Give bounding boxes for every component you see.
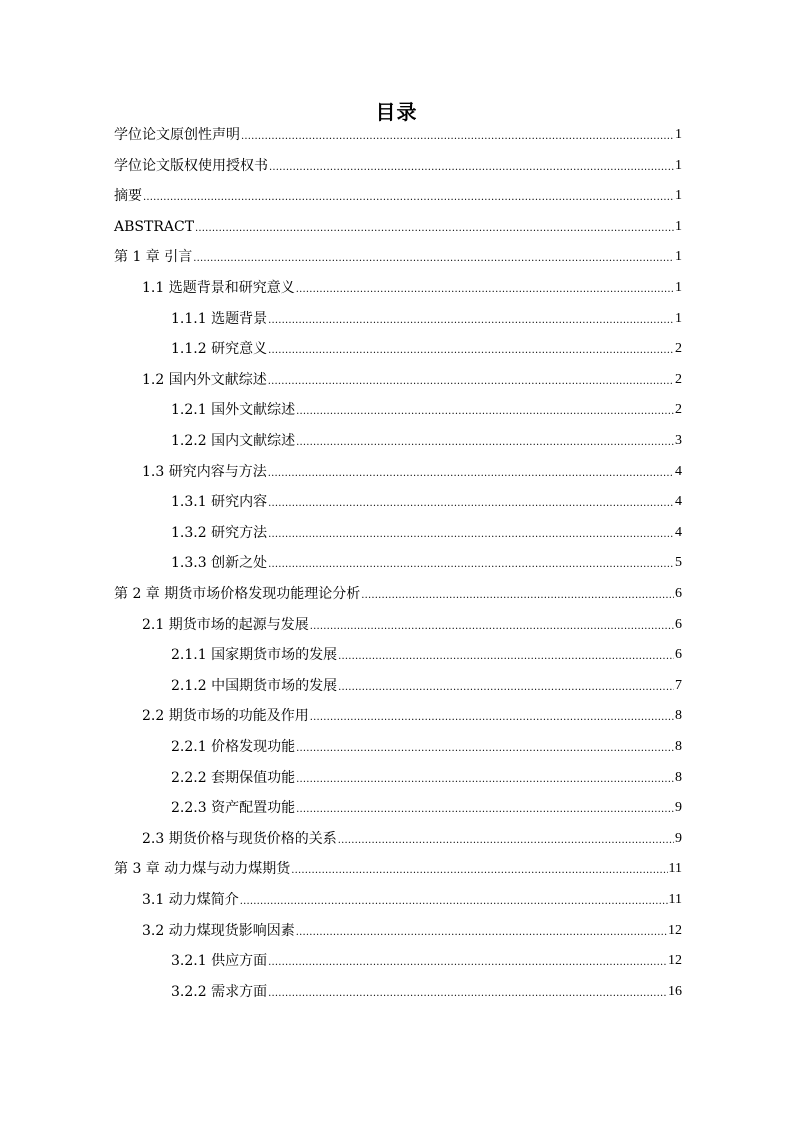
toc-entry-label: 3.2.1 供应方面 [171,953,268,970]
toc-entry-page-number: 9 [675,830,682,846]
toc-dot-leader [241,126,674,144]
toc-dot-leader [296,799,674,817]
toc-entry-label: 1.3.3 创新之处 [171,555,268,572]
toc-entry-page-number: 2 [675,341,682,357]
toc-entry-label: 1.1.1 选题背景 [171,310,268,327]
toc-entry-label: ABSTRACT [114,218,195,235]
toc-entry-label: 2.2.3 资产配置功能 [171,800,296,817]
toc-entry[interactable] [142,703,682,725]
toc-entry-label: 1.3.1 研究内容 [171,494,268,511]
toc-entry-label: 第 1 章 引言 [114,249,193,266]
toc-dot-leader [296,432,674,450]
toc-entry-label: 2.1.1 国家期货市场的发展 [171,647,338,664]
toc-entry[interactable] [171,734,682,756]
toc-entry-label: 1.1 选题背景和研究意义 [142,280,295,296]
toc-entry[interactable] [142,612,682,634]
toc-entry[interactable] [171,520,682,542]
toc-title: 目录 [375,100,418,124]
toc-entry[interactable] [171,979,682,1001]
toc-entry[interactable] [114,214,682,236]
toc-entry[interactable] [142,367,682,389]
toc-dot-leader [338,830,674,848]
toc-dot-leader [193,248,674,266]
toc-entry-label: 摘要 [114,188,142,205]
toc-entry-page-number: 4 [675,494,682,510]
toc-entry[interactable] [114,244,682,266]
toc-entry-page-number: 1 [675,310,682,326]
toc-entry-label: 第 2 章 期货市场价格发现功能理论分析 [114,586,361,602]
toc-dot-leader [240,891,668,909]
toc-entry-label: 2.2.2 套期保值功能 [171,769,296,786]
toc-dot-leader [296,922,667,940]
toc-entry-page-number: 8 [675,739,682,754]
toc-entry-label: 3.2 动力煤现货影响因素 [142,922,295,939]
toc-entry-page-number: 3 [675,433,682,448]
toc-entry-page-number: 9 [675,800,682,816]
toc-entry[interactable] [171,948,682,970]
toc-dot-leader [269,157,674,175]
toc-dot-leader [143,187,674,205]
toc-entry-page-number: 4 [675,463,682,479]
toc-entry[interactable] [114,122,682,144]
toc-entry-page-number: 1 [675,157,682,173]
toc-entry-page-number: 8 [675,708,682,724]
toc-dot-leader [268,554,674,572]
toc-dot-leader [310,707,674,725]
toc-entry[interactable] [171,673,682,695]
toc-dot-leader [296,401,674,419]
toc-entry[interactable] [171,489,682,511]
toc-dot-leader [268,340,674,358]
toc-dot-leader [268,371,674,389]
toc-entry[interactable] [142,826,682,848]
toc-dot-leader [296,769,674,787]
toc-entry[interactable] [142,918,682,940]
toc-entry-page-number: 7 [675,677,682,693]
toc-entry-label: 3.2.2 需求方面 [171,983,268,1000]
toc-entry-page-number: 1 [675,249,682,265]
toc-entry-page-number: 5 [675,555,682,571]
toc-entry-page-number: 6 [675,586,682,601]
toc-entry-page-number: 2 [675,371,682,387]
toc-dot-leader [338,646,674,664]
toc-entry-label: 1.2.2 国内文献综述 [171,433,296,449]
toc-entry-label: 2.2 期货市场的功能及作用 [142,708,309,725]
toc-entry[interactable] [171,336,682,358]
toc-entry-page-number: 2 [675,402,682,418]
toc-entry-label: 2.1.2 中国期货市场的发展 [171,677,338,694]
toc-entry[interactable] [114,153,682,175]
toc-entry-page-number: 11 [668,892,682,907]
toc-dot-leader [195,218,674,236]
toc-entry-page-number: 12 [668,922,682,938]
toc-entry-label: 2.2.1 价格发现功能 [171,739,296,755]
toc-entry-label: 1.3.2 研究方法 [171,524,268,541]
toc-entry[interactable] [171,550,682,572]
toc-entry[interactable] [171,765,682,787]
toc-entry-label: 学位论文版权使用授权书 [114,157,268,174]
toc-dot-leader [268,463,674,481]
toc-dot-leader [338,677,674,695]
toc-entry-page-number: 1 [675,127,682,142]
toc-entry-label: 1.1.2 研究意义 [171,341,268,358]
toc-entry-page-number: 6 [675,647,682,663]
toc-entry[interactable] [171,306,682,328]
toc-entry-label: 学位论文原创性声明 [114,127,240,143]
toc-dot-leader [361,585,674,603]
toc-entry[interactable] [142,275,682,297]
toc-entry[interactable] [142,459,682,481]
toc-dot-leader [268,983,667,1001]
toc-entry[interactable] [114,581,682,603]
toc-dot-leader [268,952,667,970]
toc-dot-leader [310,616,674,634]
toc-entry-label: 1.2 国内外文献综述 [142,371,267,388]
toc-entry-page-number: 1 [675,280,682,295]
toc-entry[interactable] [114,856,682,878]
toc-entry-page-number: 1 [675,218,682,234]
toc-entry-label: 3.1 动力煤简介 [142,892,239,908]
toc-dot-leader [296,279,674,297]
toc-dot-leader [268,493,674,511]
toc-entry-label: 2.1 期货市场的起源与发展 [142,616,309,633]
toc-entry-page-number: 16 [668,983,682,999]
toc-entry-label: 2.3 期货价格与现货价格的关系 [142,830,337,847]
toc-entry[interactable] [171,428,682,450]
toc-entry-page-number: 4 [675,524,682,540]
toc-dot-leader [291,860,667,878]
toc-dot-leader [296,738,674,756]
toc-dot-leader [268,310,674,328]
toc-entry-page-number: 11 [668,861,682,877]
toc-entry-label: 第 3 章 动力煤与动力煤期货 [114,861,291,878]
toc-entry-label: 1.3 研究内容与方法 [142,463,267,480]
toc-entry-page-number: 12 [668,953,682,969]
toc-entry-page-number: 1 [675,188,682,204]
toc-entry[interactable] [171,642,682,664]
toc-entry-label: 1.2.1 国外文献综述 [171,402,296,419]
toc-entry[interactable] [142,887,682,909]
toc-entry[interactable] [171,397,682,419]
toc-entry[interactable] [171,795,682,817]
toc-entry-page-number: 8 [675,769,682,785]
toc-dot-leader [268,524,674,542]
toc-entry-page-number: 6 [675,616,682,632]
toc-entry[interactable] [114,183,682,205]
